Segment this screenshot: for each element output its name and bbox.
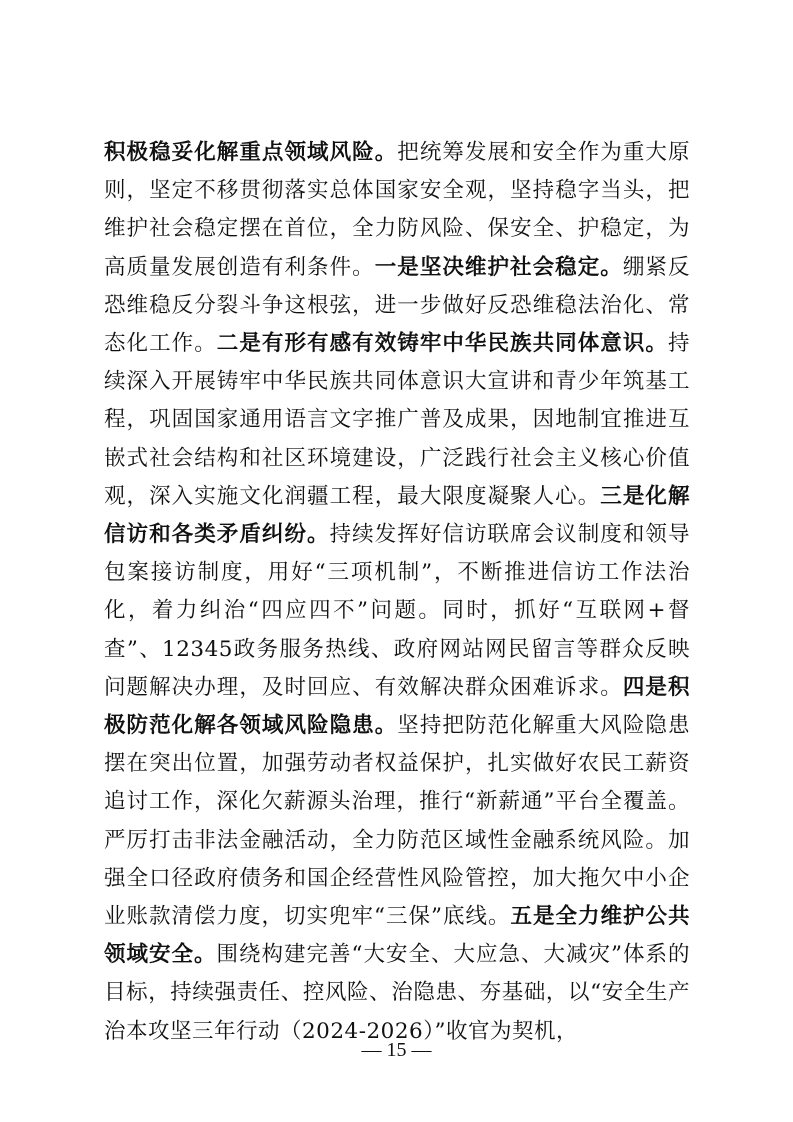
bold-heading-run: 一是坚决维护社会稳定。 bbox=[374, 254, 623, 280]
body-paragraph bbox=[104, 134, 690, 1051]
body-text-run: 持续发挥好信访联席会议制度和领导包案接访制度，用好“三项机制”，不断推进信访工作法治化，着力纠治“四应四不”问题。同时，抓好“互联网+督查”、12345政务服务热线、政府网站网民留言等群众反映问题解决办理，及时回应、有效解决群众困难诉求。 bbox=[104, 522, 690, 700]
body-text-run: 持续深入开展铸牢中华民族共同体意识大宣讲和青少年筑基工程，巩固国家通用语言文字推广普及成果，因地制宜推进互嵌式社会结构和社区环境建设，广泛践行社会主义核心价值观，深入实施文化润疆工程，最大限度凝聚人心。 bbox=[104, 331, 690, 509]
bold-heading-run: 积极稳妥化解重点领域风险。 bbox=[104, 140, 398, 165]
page-number: — 15 — bbox=[361, 1039, 432, 1061]
body-text-run: 围绕构建完善“大安全、大应急、大减灾”体系的目标，持续强责任、控风险、治隐患、夯基础，以“安全生产治本攻坚三年行动（2024-2026）”收官为契机， bbox=[104, 942, 690, 1044]
bold-heading-run: 三是化解信访和各类矛盾纠纷。 bbox=[104, 483, 690, 548]
body-text-run: 坚持把防范化解重大风险隐患摆在突出位置，加强劳动者权益保护，扎实做好农民工薪资追讨工作，深化欠薪源头治理，推行“新薪通”平台全覆盖。严厉打击非法金融活动，全力防范区域性金融系统风险。加强全口径政府债务和国企经营性风险管控，加大拖欠中小企业账款清偿力度，切实兜牢“三保”底线。 bbox=[104, 713, 690, 930]
body-text-run: 绷紧反恐维稳反分裂斗争这根弦，进一步做好反恐维稳法治化、常态化工作。 bbox=[104, 254, 690, 357]
bold-heading-run: 五是全力维护公共领域安全。 bbox=[104, 904, 690, 968]
body-text-run: 把统筹发展和安全作为重大原则，坚定不移贯彻落实总体国家安全观，坚持稳字当头，把维护社会稳定摆在首位，全力防风险、保安全、护稳定，为高质量发展创造有利条件。 bbox=[104, 140, 690, 280]
bold-heading-run: 二是有形有感有效铸牢中华民族共同体意识。 bbox=[216, 331, 668, 357]
bold-heading-run: 四是积极防范化解各领域风险隐患。 bbox=[104, 674, 690, 739]
